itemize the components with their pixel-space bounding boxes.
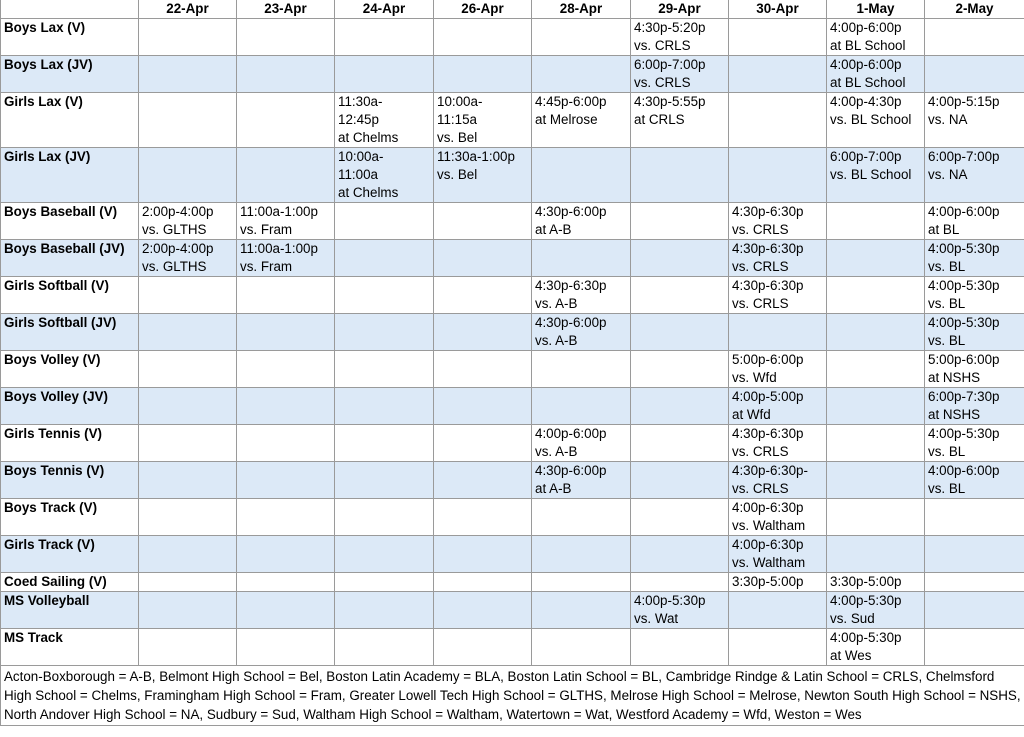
- schedule-cell: [827, 277, 925, 314]
- schedule-cell: [139, 203, 237, 240]
- team-name-cell: Boys Baseball (JV): [1, 240, 139, 277]
- event-time: 4:00p-5:30p: [928, 241, 1000, 256]
- schedule-cell: [139, 462, 237, 499]
- table-row: [1, 629, 1024, 666]
- schedule-cell: [434, 19, 532, 56]
- schedule-cell: [532, 19, 631, 56]
- team-name-cell: Boys Track (V): [1, 499, 139, 536]
- schedule-cell: [729, 629, 827, 666]
- schedule-cell: [139, 592, 237, 629]
- event-detail: vs. BL: [928, 481, 966, 496]
- event-detail: vs. GLTHS: [142, 259, 207, 274]
- schedule-cell: [532, 425, 631, 462]
- schedule-cell: [729, 425, 827, 462]
- schedule-cell: [434, 462, 532, 499]
- table-row: [1, 388, 1024, 425]
- schedule-cell: [237, 499, 335, 536]
- schedule-cell: [925, 536, 1024, 573]
- schedule-cell: [434, 56, 532, 93]
- schedule-cell: [434, 203, 532, 240]
- schedule-cell: [434, 351, 532, 388]
- schedule-cell: [729, 314, 827, 351]
- event-time: 11:00a-1:00p: [240, 241, 318, 256]
- schedule-cell: [532, 351, 631, 388]
- event-time: 4:00p-6:30p: [732, 537, 804, 552]
- event-time: 4:00p-5:30p: [928, 278, 1000, 293]
- schedule-cell: [237, 148, 335, 203]
- schedule-cell: [532, 629, 631, 666]
- schedule-cell: [631, 148, 729, 203]
- team-name-cell: Girls Track (V): [1, 536, 139, 573]
- event-time: 11:00a-1:00p: [240, 204, 318, 219]
- schedule-cell: [532, 388, 631, 425]
- event-time: 10:00a-: [437, 94, 483, 109]
- schedule-cell: [237, 573, 335, 592]
- team-name-cell: Girls Softball (JV): [1, 314, 139, 351]
- event-detail: at A-B: [535, 222, 572, 237]
- schedule-cell: [139, 425, 237, 462]
- date-header: 2-May: [925, 0, 1024, 19]
- schedule-cell: [139, 148, 237, 203]
- schedule-cell: [139, 499, 237, 536]
- schedule-cell: [631, 56, 729, 93]
- event-detail: vs. Fram: [240, 259, 293, 274]
- schedule-cell: [532, 573, 631, 592]
- schedule-cell: [631, 425, 729, 462]
- event-time: 4:00p-5:15p: [928, 94, 1000, 109]
- schedule-cell: [335, 93, 434, 148]
- schedule-cell: [631, 629, 729, 666]
- event-time: 4:30p-6:30p: [732, 278, 804, 293]
- table-row: [1, 536, 1024, 573]
- schedule-cell: [139, 56, 237, 93]
- schedule-cell: [335, 425, 434, 462]
- schedule-cell: [434, 629, 532, 666]
- table-row: [1, 19, 1024, 56]
- schedule-cell: [139, 536, 237, 573]
- event-detail: vs. CRLS: [732, 444, 789, 459]
- event-time: 11:30a-: [338, 94, 383, 109]
- table-row: [1, 148, 1024, 203]
- schedule-cell: [532, 56, 631, 93]
- event-time: 4:30p-6:30p: [732, 204, 804, 219]
- team-name-cell: Girls Softball (V): [1, 277, 139, 314]
- schedule-cell: [335, 203, 434, 240]
- schedule-cell: [729, 351, 827, 388]
- schedule-cell: [925, 203, 1024, 240]
- schedule-cell: [925, 388, 1024, 425]
- event-detail: vs. Waltham: [732, 518, 806, 533]
- schedule-cell: [434, 425, 532, 462]
- schedule-cell: [827, 499, 925, 536]
- team-name-cell: Coed Sailing (V): [1, 573, 139, 592]
- schedule-cell: [139, 93, 237, 148]
- schedule-cell: [729, 462, 827, 499]
- date-header: 22-Apr: [139, 0, 237, 19]
- schedule-cell: [925, 573, 1024, 592]
- schedule-cell: [532, 277, 631, 314]
- event-detail: vs. CRLS: [732, 259, 789, 274]
- event-detail: at NSHS: [928, 370, 981, 385]
- event-detail: vs. Bel: [437, 167, 478, 182]
- table-row: [1, 93, 1024, 148]
- event-time: 4:00p-6:00p: [830, 57, 902, 72]
- schedule-cell: [925, 592, 1024, 629]
- event-time: 4:30p-5:55p: [634, 94, 706, 109]
- schedule-cell: [631, 573, 729, 592]
- schedule-cell: [925, 629, 1024, 666]
- schedule-cell: [434, 277, 532, 314]
- schedule-cell: [925, 19, 1024, 56]
- event-detail: vs. BL School: [830, 112, 912, 127]
- event-detail: at A-B: [535, 481, 572, 496]
- schedule-cell: [335, 462, 434, 499]
- header-row: [1, 0, 1024, 19]
- schedule-cell: [631, 351, 729, 388]
- schedule-cell: [532, 240, 631, 277]
- schedule-cell: [631, 93, 729, 148]
- schedule-cell: [925, 56, 1024, 93]
- event-detail: 12:45p: [338, 112, 379, 127]
- schedule-cell: [729, 573, 827, 592]
- event-detail: vs. CRLS: [732, 481, 789, 496]
- event-time: 5:00p-6:00p: [732, 352, 804, 367]
- table-row: [1, 314, 1024, 351]
- schedule-cell: [434, 388, 532, 425]
- event-detail: at BL: [928, 222, 960, 237]
- event-time: 5:00p-6:00p: [928, 352, 1000, 367]
- schedule-cell: [532, 499, 631, 536]
- event-detail: at Chelms: [338, 185, 399, 200]
- event-time: 4:00p-5:00p: [732, 389, 804, 404]
- schedule-cell: [532, 93, 631, 148]
- schedule-cell: [139, 573, 237, 592]
- schedule-cell: [434, 240, 532, 277]
- schedule-cell: [729, 240, 827, 277]
- schedule-cell: [139, 388, 237, 425]
- event-detail: vs. Sud: [830, 611, 875, 626]
- event-detail: at NSHS: [928, 407, 981, 422]
- schedule-cell: [335, 19, 434, 56]
- event-detail: at Melrose: [535, 112, 598, 127]
- schedule-body: [1, 19, 1024, 666]
- schedule-cell: [532, 462, 631, 499]
- team-name-cell: Girls Lax (JV): [1, 148, 139, 203]
- event-detail: at Wfd: [732, 407, 771, 422]
- schedule-cell: [237, 93, 335, 148]
- schedule-cell: [237, 388, 335, 425]
- team-name-cell: Girls Lax (V): [1, 93, 139, 148]
- schedule-cell: [237, 425, 335, 462]
- date-header: 30-Apr: [729, 0, 827, 19]
- schedule-cell: [335, 56, 434, 93]
- schedule-cell: [631, 277, 729, 314]
- schedule-cell: [631, 388, 729, 425]
- schedule-cell: [925, 148, 1024, 203]
- schedule-cell: [631, 314, 729, 351]
- schedule-cell: [729, 148, 827, 203]
- event-detail: vs. A-B: [535, 444, 578, 459]
- table-row: [1, 203, 1024, 240]
- schedule-cell: [827, 536, 925, 573]
- schedule-cell: [729, 19, 827, 56]
- date-header: 1-May: [827, 0, 925, 19]
- schedule-cell: [827, 629, 925, 666]
- event-time: 4:00p-5:30p: [634, 593, 706, 608]
- schedule-cell: [631, 536, 729, 573]
- event-detail: vs. A-B: [535, 333, 578, 348]
- schedule-cell: [729, 93, 827, 148]
- date-header: 24-Apr: [335, 0, 434, 19]
- schedule-cell: [729, 592, 827, 629]
- event-detail: 11:00a: [338, 167, 378, 182]
- team-name-cell: Boys Lax (V): [1, 19, 139, 56]
- schedule-cell: [827, 573, 925, 592]
- event-detail: vs. A-B: [535, 296, 578, 311]
- event-time: 3:30p-5:00p: [732, 574, 804, 589]
- schedule-cell: [532, 203, 631, 240]
- date-header: 29-Apr: [631, 0, 729, 19]
- schedule-cell: [434, 536, 532, 573]
- event-time: 3:30p-5:00p: [830, 574, 902, 589]
- schedule-cell: [827, 314, 925, 351]
- event-detail: vs. BL: [928, 333, 966, 348]
- schedule-cell: [139, 314, 237, 351]
- table-row: [1, 56, 1024, 93]
- event-time: 6:00p-7:00p: [928, 149, 1000, 164]
- schedule-cell: [925, 93, 1024, 148]
- abbreviation-legend: Acton-Boxborough = A-B, Belmont High School = Bel, Boston Latin Academy = BLA, Boston Latin School = BL, Cambridge Rindge & Latin School = CRLS, Chelmsford High School = Chelms, Framingham High School = Fram, Greater Lowell Tech High School = GLTHS, Melrose High School = Melrose, Newton South High School = NSHS, North Andover High School = NA, Sudbury = Sud, Waltham High School = Waltham, Watertown = Wat, Westford Academy = Wfd, Weston = Wes: [1, 666, 1024, 726]
- schedule-cell: [729, 56, 827, 93]
- schedule-cell: [925, 351, 1024, 388]
- event-time: 11:30a-1:00p: [437, 149, 515, 164]
- table-row: [1, 592, 1024, 629]
- team-name-cell: MS Track: [1, 629, 139, 666]
- schedule-cell: [925, 425, 1024, 462]
- date-header: 28-Apr: [532, 0, 631, 19]
- event-detail: vs. CRLS: [732, 222, 789, 237]
- event-time: 6:00p-7:30p: [928, 389, 1000, 404]
- schedule-cell: [827, 93, 925, 148]
- schedule-cell: [237, 240, 335, 277]
- event-time: 6:00p-7:00p: [634, 57, 706, 72]
- event-detail: at Chelms: [338, 130, 399, 145]
- team-name-cell: Girls Tennis (V): [1, 425, 139, 462]
- team-name-cell: Boys Tennis (V): [1, 462, 139, 499]
- schedule-cell: [631, 240, 729, 277]
- schedule-cell: [335, 351, 434, 388]
- schedule-cell: [827, 388, 925, 425]
- schedule-cell: [827, 19, 925, 56]
- table-row: [1, 240, 1024, 277]
- event-detail: vs. CRLS: [634, 75, 691, 90]
- schedule-cell: [532, 592, 631, 629]
- event-detail: vs. NA: [928, 112, 968, 127]
- schedule-cell: [532, 536, 631, 573]
- event-time: 4:30p-6:30p: [732, 426, 804, 441]
- event-detail: vs. CRLS: [634, 38, 691, 53]
- schedule-cell: [335, 388, 434, 425]
- schedule-cell: [335, 592, 434, 629]
- event-time: 4:30p-6:00p: [535, 463, 607, 478]
- schedule-cell: [925, 499, 1024, 536]
- team-name-cell: Boys Volley (V): [1, 351, 139, 388]
- schedule-cell: [532, 148, 631, 203]
- schedule-cell: [237, 56, 335, 93]
- event-detail: vs. Fram: [240, 222, 293, 237]
- event-time: 4:00p-5:30p: [928, 426, 1000, 441]
- event-time: 4:00p-6:30p: [732, 500, 804, 515]
- schedule-cell: [827, 592, 925, 629]
- table-row: [1, 462, 1024, 499]
- schedule-cell: [925, 462, 1024, 499]
- schedule-cell: [827, 240, 925, 277]
- team-name-cell: Boys Lax (JV): [1, 56, 139, 93]
- event-detail: at CRLS: [634, 112, 685, 127]
- event-time: 4:30p-6:00p: [535, 315, 607, 330]
- team-name-cell: Boys Baseball (V): [1, 203, 139, 240]
- schedule-cell: [237, 314, 335, 351]
- schedule-cell: [925, 240, 1024, 277]
- legend-row: [1, 666, 1024, 726]
- event-detail: vs. BL: [928, 296, 966, 311]
- schedule-cell: [827, 56, 925, 93]
- event-time: 4:00p-6:00p: [830, 20, 902, 35]
- table-row: [1, 277, 1024, 314]
- schedule-cell: [631, 462, 729, 499]
- schedule-cell: [827, 148, 925, 203]
- schedule-cell: [434, 573, 532, 592]
- event-time: 2:00p-4:00p: [142, 204, 214, 219]
- event-detail: vs. Bel: [437, 130, 478, 145]
- event-time: 4:00p-5:30p: [830, 593, 902, 608]
- schedule-cell: [434, 314, 532, 351]
- corner-cell: [1, 0, 139, 19]
- schedule-cell: [237, 277, 335, 314]
- table-row: [1, 425, 1024, 462]
- event-detail: vs. BL School: [830, 167, 912, 182]
- schedule-cell: [335, 499, 434, 536]
- schedule-cell: [925, 314, 1024, 351]
- event-time: 4:00p-4:30p: [830, 94, 902, 109]
- schedule-cell: [827, 351, 925, 388]
- event-detail: vs. BL: [928, 444, 966, 459]
- event-time: 4:45p-6:00p: [535, 94, 607, 109]
- event-detail: vs. NA: [928, 167, 968, 182]
- table-row: [1, 499, 1024, 536]
- team-name-cell: Boys Volley (JV): [1, 388, 139, 425]
- event-detail: at BL School: [830, 38, 906, 53]
- schedule-cell: [237, 19, 335, 56]
- schedule-cell: [925, 277, 1024, 314]
- schedule-cell: [335, 148, 434, 203]
- schedule-cell: [827, 203, 925, 240]
- schedule-cell: [237, 629, 335, 666]
- schedule-cell: [139, 629, 237, 666]
- schedule-cell: [729, 536, 827, 573]
- event-detail: at Wes: [830, 648, 872, 663]
- schedule-cell: [335, 240, 434, 277]
- event-detail: at BL School: [830, 75, 906, 90]
- schedule-cell: [434, 93, 532, 148]
- event-time: 4:30p-6:30p: [535, 278, 607, 293]
- schedule-cell: [434, 499, 532, 536]
- schedule-cell: [434, 148, 532, 203]
- schedule-cell: [139, 351, 237, 388]
- event-detail: vs. Wat: [634, 611, 679, 626]
- table-row: [1, 573, 1024, 592]
- schedule-cell: [434, 592, 532, 629]
- schedule-cell: [237, 462, 335, 499]
- schedule-cell: [335, 536, 434, 573]
- event-detail: vs. Waltham: [732, 555, 806, 570]
- schedule-cell: [237, 351, 335, 388]
- event-time: 4:30p-6:30p-: [732, 463, 808, 478]
- event-time: 4:30p-6:00p: [535, 204, 607, 219]
- event-time: 4:00p-6:00p: [535, 426, 607, 441]
- schedule-cell: [237, 536, 335, 573]
- schedule-cell: [631, 592, 729, 629]
- schedule-cell: [335, 277, 434, 314]
- date-header: 26-Apr: [434, 0, 532, 19]
- schedule-cell: [532, 314, 631, 351]
- schedule-cell: [335, 629, 434, 666]
- schedule-cell: [729, 388, 827, 425]
- schedule-cell: [139, 277, 237, 314]
- event-detail: vs. BL: [928, 259, 966, 274]
- event-time: 4:00p-6:00p: [928, 204, 1000, 219]
- team-name-cell: MS Volleyball: [1, 592, 139, 629]
- date-header: 23-Apr: [237, 0, 335, 19]
- event-time: 4:00p-6:00p: [928, 463, 1000, 478]
- event-detail: vs. Wfd: [732, 370, 777, 385]
- schedule-cell: [237, 203, 335, 240]
- event-time: 4:00p-5:30p: [830, 630, 902, 645]
- schedule-cell: [139, 19, 237, 56]
- event-time: 4:30p-5:20p: [634, 20, 706, 35]
- event-time: 6:00p-7:00p: [830, 149, 902, 164]
- event-time: 4:30p-6:30p: [732, 241, 804, 256]
- schedule-cell: [335, 573, 434, 592]
- event-detail: 11:15a: [437, 112, 477, 127]
- schedule-cell: [631, 19, 729, 56]
- schedule-cell: [631, 499, 729, 536]
- event-detail: vs. GLTHS: [142, 222, 207, 237]
- table-row: [1, 351, 1024, 388]
- schedule-cell: [237, 592, 335, 629]
- schedule-cell: [729, 203, 827, 240]
- event-time: 2:00p-4:00p: [142, 241, 214, 256]
- event-time: 10:00a-: [338, 149, 384, 164]
- event-time: 4:00p-5:30p: [928, 315, 1000, 330]
- schedule-cell: [729, 499, 827, 536]
- schedule-cell: [729, 277, 827, 314]
- event-detail: vs. CRLS: [732, 296, 789, 311]
- schedule-cell: [827, 425, 925, 462]
- schedule-cell: [827, 462, 925, 499]
- schedule-cell: [335, 314, 434, 351]
- schedule-cell: [139, 240, 237, 277]
- schedule-cell: [631, 203, 729, 240]
